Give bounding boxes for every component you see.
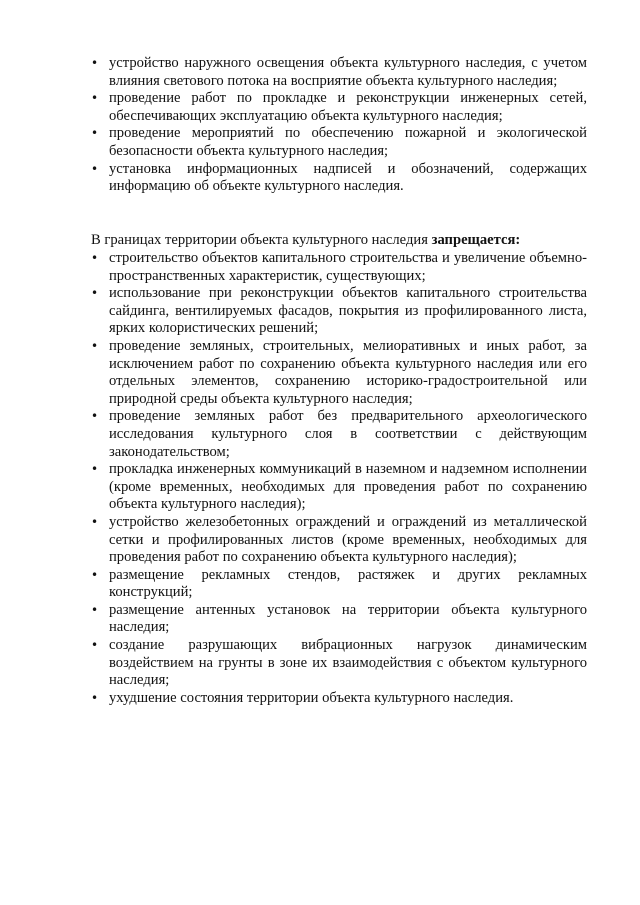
list-item: • проведение работ по прокладке и реконструкции инженерных сетей, обеспечивающих эксплуатацию объекта культурного наследия;: [91, 90, 587, 125]
list-item: • установка информационных надписей и обозначений, содержащих информацию об объекте культурного наследия.: [91, 161, 587, 196]
list-item: • строительство объектов капитального строительства и увеличение объемно-пространственных характеристик, существующих;: [91, 250, 587, 285]
list-item: • проведение земляных, строительных, мелиоративных и иных работ, за исключением работ по сохранению объекта культурного наследия или его отдельных элементов, сохранению историко-градостроительной или природной среды объекта культурного наследия;: [91, 338, 587, 408]
prohibited-works-list: [91, 250, 587, 707]
list-item: • проведение мероприятий по обеспечению пожарной и экологической безопасности объекта культурного наследия;: [91, 125, 587, 160]
list-item: • ухудшение состояния территории объекта культурного наследия.: [91, 690, 587, 708]
list-item: • устройство железобетонных ограждений и ограждений из металлической сетки и профилированных листов (кроме временных, необходимых для проведения работ по сохранению объекта культурного наследия);: [91, 514, 587, 567]
list-item: • использование при реконструкции объектов капитального строительства сайдинга, вентилируемых фасадов, покрытия из профилированного листа, ярких колористических решений;: [91, 285, 587, 338]
list-item: • прокладка инженерных коммуникаций в наземном и надземном исполнении (кроме временных, необходимых для проведения работ по сохранению объекта культурного наследия);: [91, 461, 587, 514]
list-item: • создание разрушающих вибрационных нагрузок динамическим воздействием на грунты в зоне их взаимодействия с объектом культурного наследия;: [91, 637, 587, 690]
intro-bold: запрещается:: [431, 232, 521, 248]
list-item: • проведение земляных работ без предварительного археологического исследования культурного слоя в соответствии с действующим законодательством;: [91, 408, 587, 461]
list-item: • размещение антенных установок на территории объекта культурного наследия;: [91, 602, 587, 637]
prohibited-intro: [91, 232, 587, 250]
list-item: • устройство наружного освещения объекта культурного наследия, с учетом влияния светового потока на восприятие объекта культурного наследия;: [91, 55, 587, 90]
list-item: • размещение рекламных стендов, растяжек и других рекламных конструкций;: [91, 567, 587, 602]
intro-text: В границах территории объекта культурного наследия: [91, 232, 432, 248]
permitted-works-list: [91, 55, 587, 196]
